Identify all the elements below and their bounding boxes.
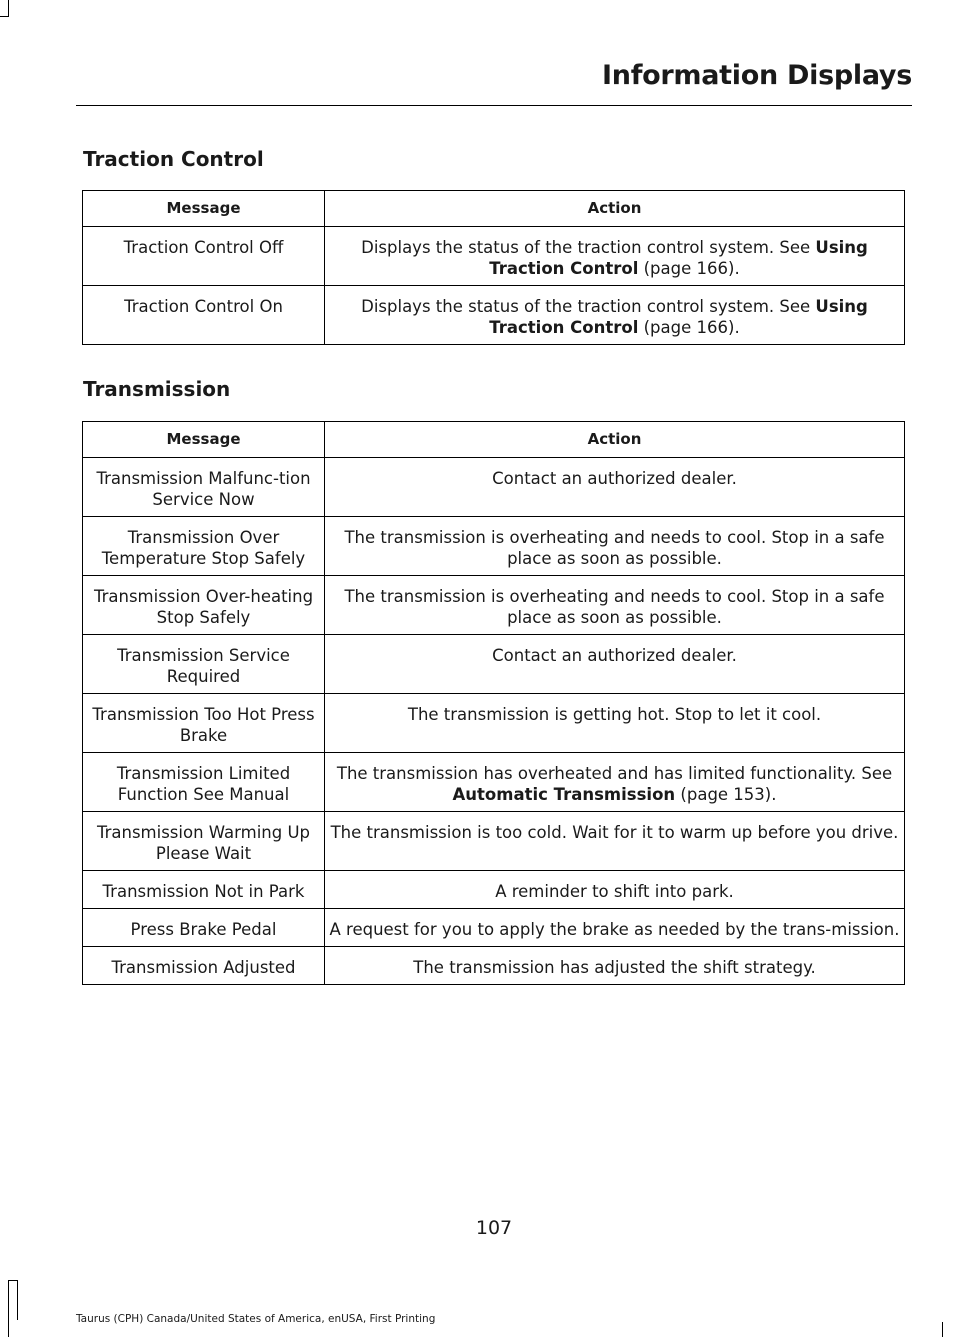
message-cell: Transmission Warming Up Please Wait [83,812,325,871]
action-text: The transmission has adjusted the shift strategy. [413,958,816,977]
action-text: Displays the status of the traction control system. See [361,297,816,316]
table-row [83,227,905,286]
table-row [83,871,905,909]
table-row [83,694,905,753]
header-rule [76,105,912,106]
page-reference: (page 166). [638,259,740,278]
table-row [83,576,905,635]
message-cell: Transmission Over-heating Stop Safely [83,576,325,635]
action-text: The transmission is overheating and needs to cool. Stop in a safe place as soon as possible. [344,528,885,568]
table-row [83,517,905,576]
action-cell [325,576,905,635]
action-cell [325,517,905,576]
action-cell [325,812,905,871]
table-row [83,286,905,345]
section-heading-transmission: Transmission [83,377,231,401]
column-header-action: Action [325,422,905,458]
section-heading-traction-control: Traction Control [83,147,264,171]
action-cell [325,909,905,947]
page-reference: (page 153). [675,785,777,804]
table-row [83,753,905,812]
column-header-message: Message [83,191,325,227]
action-cell [325,286,905,345]
page-header-title: Information Displays [602,60,912,91]
footer-text: Taurus (CPH) Canada/United States of America, enUSA, First Printing [76,1313,436,1325]
cross-reference-link: Using Traction Control [489,297,868,337]
message-cell: Transmission Too Hot Press Brake [83,694,325,753]
message-cell: Transmission Adjusted [83,947,325,985]
message-cell: Transmission Over Temperature Stop Safely [83,517,325,576]
column-header-action: Action [325,191,905,227]
message-cell: Transmission Limited Function See Manual [83,753,325,812]
action-cell [325,871,905,909]
crop-mark-bottom-left [8,1280,9,1337]
crop-mark-top-left-h [0,16,9,17]
message-cell: Transmission Malfunc-tion Service Now [83,458,325,517]
action-text: The transmission is overheating and needs to cool. Stop in a safe place as soon as possible. [344,587,885,627]
action-text: A reminder to shift into park. [495,882,734,901]
action-cell [325,458,905,517]
message-cell: Transmission Service Required [83,635,325,694]
message-cell: Transmission Not in Park [83,871,325,909]
action-text: The transmission is getting hot. Stop to let it cool. [407,705,822,724]
page-reference: (page 166). [638,318,740,337]
table-row [83,947,905,985]
action-text: The transmission has overheated and has limited functionality. See [336,764,893,783]
action-cell [325,947,905,985]
action-cell [325,635,905,694]
column-header-message: Message [83,422,325,458]
action-text: A request for you to apply the brake as needed by the trans-mission. [329,920,900,939]
action-text: Displays the status of the traction control system. See [361,238,816,257]
message-cell: Traction Control Off [83,227,325,286]
page-number: 107 [475,1217,513,1239]
action-text: Contact an authorized dealer. [492,646,737,665]
crop-mark-bottom-left-v2 [17,1280,18,1320]
transmission-table [82,421,905,985]
message-cell: Press Brake Pedal [83,909,325,947]
cross-reference-link: Automatic Transmission [452,785,676,804]
traction-control-table [82,190,905,345]
message-cell: Traction Control On [83,286,325,345]
table-row [83,635,905,694]
action-cell [325,694,905,753]
table-row [83,458,905,517]
crop-mark-bottom-right [942,1322,943,1337]
action-text: The transmission is too cold. Wait for it to warm up before you drive. [330,823,899,842]
action-cell [325,227,905,286]
crop-mark-top-left [8,0,9,17]
cross-reference-link: Using Traction Control [489,238,868,278]
table-header-row [83,422,905,458]
table-row [83,909,905,947]
action-text: Contact an authorized dealer. [492,469,737,488]
action-cell [325,753,905,812]
table-header-row [83,191,905,227]
table-row [83,812,905,871]
